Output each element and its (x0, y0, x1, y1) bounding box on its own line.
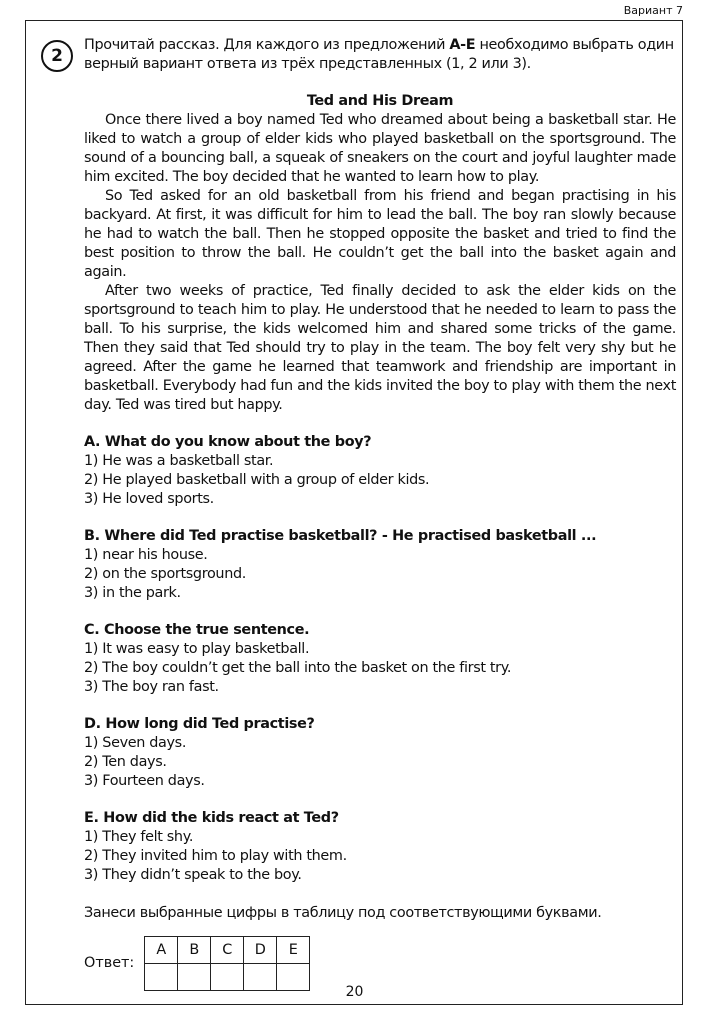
question-d (84, 715, 676, 791)
answer-option: 3) Fourteen days. (84, 773, 205, 789)
answer-option: 3) He loved sports. (84, 491, 214, 507)
answer-option: 1) They felt shy. (84, 829, 194, 845)
answer-option: 2) Ten days. (84, 754, 167, 770)
instruction-letters: A-E (449, 37, 476, 53)
answer-option: 3) in the park. (84, 585, 181, 601)
task-number-badge: 2 (41, 40, 73, 72)
variant-label: Вариант 7 (623, 4, 683, 17)
answer-column-c: C (211, 937, 244, 964)
question-c (84, 621, 676, 697)
instruction-text-2: необходимо выбрать один верный вариант ответа из трёх представленных (1, 2 или 3). (84, 37, 674, 72)
answer-header-row (145, 937, 310, 964)
answer-option: 2) He played basketball with a group of elder kids. (84, 472, 430, 488)
instruction-text-1: Прочитай рассказ. Для каждого из предложений (84, 37, 450, 53)
question-title: D. How long did Ted practise? (84, 716, 315, 732)
answer-option: 3) They didn’t speak to the boy. (84, 867, 302, 883)
answer-option: 2) on the sportsground. (84, 566, 246, 582)
story-title: Ted and His Dream (306, 93, 454, 109)
answer-column-b: B (178, 937, 211, 964)
story-paragraph-1: Once there lived a boy named Ted who dreamed about being a basketball star. He liked to watch a group of elder kids who played basketball on the sportsground. The sound of a bouncing ball, a squeak of sneakers on the court and joyful laughter made him excited. The boy decided that he wanted to learn how to play. (84, 112, 676, 185)
answer-label: Ответ: (84, 955, 135, 971)
story-paragraph-3: After two weeks of practice, Ted finally decided to ask the elder kids on the sportsground to teach him to play. He understood that he needed to learn to pass the ball. To his surprise, the kids welcomed him and shared some tricks of the game. Then they said that Ted should try to play in the team. The boy felt very shy but he agreed. After the game he learned that teamwork and friendship are important in basketball. Everybody had fun and the kids invited the boy to play with them the next day. Ted was tired but happy. (84, 283, 676, 413)
answer-option: 2) They invited him to play with them. (84, 848, 347, 864)
answer-instruction: Занеси выбранные цифры в таблицу под соответствующими буквами. (84, 905, 602, 921)
answer-column-d: D (244, 937, 277, 964)
question-a (84, 433, 676, 509)
question-title: B. Where did Ted practise basketball? - He practised basketball ... (84, 528, 597, 544)
answer-column-e: E (277, 937, 310, 964)
answer-option: 3) The boy ran fast. (84, 679, 219, 695)
question-e (84, 809, 676, 885)
task-instruction (84, 36, 676, 74)
task-content (84, 36, 676, 937)
answer-option: 1) Seven days. (84, 735, 187, 751)
answer-option: 2) The boy couldn’t get the ball into the basket on the first try. (84, 660, 512, 676)
question-title: E. How did the kids react at Ted? (84, 810, 339, 826)
answer-option: 1) It was easy to play basketball. (84, 641, 310, 657)
question-title: A. What do you know about the boy? (84, 434, 372, 450)
question-title: C. Choose the true sentence. (84, 622, 310, 638)
answer-column-a: A (145, 937, 178, 964)
page-number: 20 (345, 984, 364, 1000)
answer-option: 1) near his house. (84, 547, 208, 563)
story-paragraph-2: So Ted asked for an old basketball from his friend and began practising in his backyard. At first, it was difficult for him to lead the ball. The boy ran slowly because he had to watch the ball. Then he stopped opposite the basket and tried to find the best position to throw the ball. He couldn’t get the ball into the basket again and again. (84, 188, 676, 280)
question-b (84, 527, 676, 603)
answer-option: 1) He was a basketball star. (84, 453, 274, 469)
